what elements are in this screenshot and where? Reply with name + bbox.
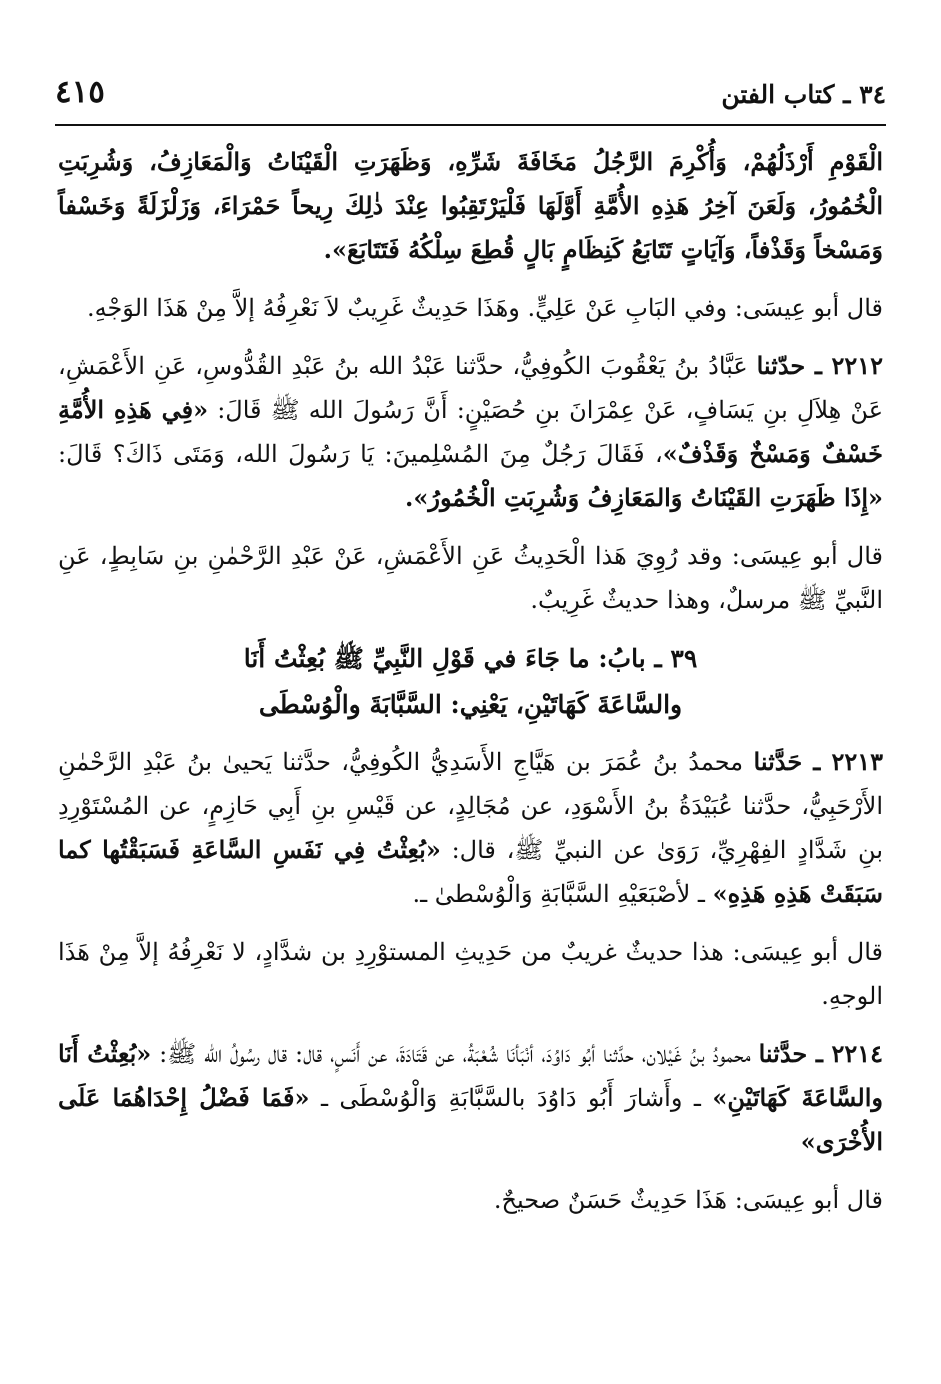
paragraph-2: قال أبو عِيسَى: وفي البَابِ عَنْ عَلِيٍّ. وهَذَا حَدِيثٌ غَرِيبٌ لاَ نَعْرِفُهُ إلاَّ مِنْ هَذَا الوَجْهِ. xyxy=(86,294,883,322)
hadith-2214-middle: ـ وأَشارَ أَبُو دَاوُدَ بالسَّبَّابَةِ وَالْوُسْطَى ـ xyxy=(309,1084,713,1112)
hadith-2214-chain: محمودُ بنُ غَيْلان، حدَّثنا أبُو دَاوُدَ، أنْبَأنَا شُعْبَةُ، عن قَتَادَةَ، عن أَنَسٍ، قال: قال رسُولُ الله ﷺ: xyxy=(151,1040,759,1068)
hadith-2214-quote-2: «فَمَا فَضْلُ إِحْدَاهُمَا عَلَى الأُخْرَى» xyxy=(58,1083,883,1156)
chapter-heading-line-1: ٣٩ ـ بابُ: ما جَاءَ في قَوْلِ النَّبِيِّ ﷺ بُعِثْتُ أَنَا xyxy=(243,644,698,673)
page-body xyxy=(58,140,883,1384)
hadith-2214-number: ٢٢١٤ ـ حدَّثنا xyxy=(758,1039,883,1068)
paragraph-4: قال أبو عِيسَى: وقد رُوِيَ هَذا الْحَدِيثُ عَنِ الأَعْمَشِ، عَنْ عَبْدِ الرَّحْمٰنِ بنِ سَابِطٍ، عَنِ النَّبيِّ ﷺ مرسلٌ، وهذا حديثٌ غَرِيبٌ. xyxy=(58,542,883,614)
hadith-2212-chain: عَبَّادُ بنُ يَعْقُوبَ الكُوفِيُّ، حدَّثنا عَبْدُ الله بنُ عَبْدِ القُدُّوسِ، عَنِ الأَعْمَشِ، عَنْ هِلاَلِ بنِ يَسَافٍ، عَنْ عِمْرَانَ بنِ حُصَيْنٍ: أَنَّ رَسُولَ الله ﷺ قَالَ: xyxy=(58,352,884,424)
hadith-2213-end: ـ لأصْبَعَيْهِ السَّبَّابَةِ وَالْوُسْطىٰ ـ. xyxy=(412,880,713,908)
hadith-2214-quote-1: «بُعِثْتُ أَنَا والسَّاعَةَ كَهَاتَيْنِ» xyxy=(58,1039,884,1112)
hadith-2212-quote-1: «فِي هَذِهِ الأُمَّةِ خَسْفٌ وَمَسْخٌ وَقَذْفٌ» xyxy=(58,395,883,468)
chapter-heading xyxy=(58,636,883,728)
hadith-2213-quote: «بُعِثْتُ فِي نَفَسِ السَّاعَةِ فَسَبَقْتُها كما سَبَقَتْ هَذِهِ هَذِهِ» xyxy=(58,835,883,908)
page-header xyxy=(55,68,886,116)
hadith-2213-number: ٢٢١٣ ـ حَدَّثنا xyxy=(753,747,883,776)
hadith-2212 xyxy=(58,344,883,520)
hadith-2214 xyxy=(58,1032,883,1164)
hadith-2212-middle: ، فَقَالَ رَجُلٌ مِنَ المُسْلِمينَ: يَا رَسُولَ الله، وَمَتَى ذَاكَ؟ قَالَ: xyxy=(58,440,663,468)
header-rule xyxy=(55,124,886,126)
chapter-heading-line-2: والسَّاعَةَ كَهَاتَيْنِ، يَعْنِي: السَّبَّابَةَ والْوُسْطَى xyxy=(258,690,683,719)
hadith-2213 xyxy=(58,740,883,916)
hadith-2212-number: ٢٢١٢ ـ حدّثنا xyxy=(756,351,883,380)
hadith-2212-quote-2: «إِذَا ظَهَرَتِ القَيْنَاتُ وَالمَعَازِفُ وَشُرِبَتِ الْخُمُورُ». xyxy=(405,483,883,512)
page-number: ٤١٥ xyxy=(55,74,105,110)
chapter-title: ٣٤ ـ كتاب الفتن xyxy=(721,80,886,109)
hadith-2213-chain: محمدُ بنُ عُمَرَ بن هَيَّاجِ الأَسَدِيُّ الكُوفِيُّ، حدَّثنا يَحيىٰ بنُ عَبْدِ الرَّحْمٰنِ الأَرْحَبِيُّ، حدَّثنا عُبَيْدَةُ بنُ الأَسْوَدِ، عن مُجَالِدٍ، عن قَيْسِ بنِ أَبِي حَازِمٍ، عن المُسْتَوْرِدِ بنِ شَدَّادٍ الفِهْرِيِّ، رَوَىٰ عن النبيِّ ﷺ، قال: xyxy=(58,748,884,864)
paragraph-8: قال أبو عِيسَى: هَذَا حَدِيثٌ حَسَنٌ صحيحٌ. xyxy=(493,1186,883,1214)
paragraph-6: قال أبو عِيسَى: هذا حديثٌ غريبٌ من حَدِيثِ المستوْرِدِ بن شدَّادٍ، لا نَعْرِفُهُ إلاَّ مِنْ هَذَا الوجهِ. xyxy=(58,938,883,1010)
paragraph-1: الْقَوْمِ أَرْذَلُهُمْ، وَأُكْرِمَ الرَّجُلُ مَخَافَةَ شَرِّهِ، وَظَهَرَتِ الْقَيْنَاتُ وَالْمَعَازِفُ، وَشُرِبَتِ الْخُمُورُ، وَلَعَنَ آخِرُ هَذِهِ الأُمَّةِ أَوَّلَهَا فَلْيَرْتَقِبُوا عِنْدَ ذٰلِكَ رِيحاً حَمْرَاءَ، وَزَلْزَلَةً وَخَسْفاً وَمَسْخاً وَقَذْفاً، وَآيَاتٍ تَتَابَعُ كَنِظَامٍ بَالٍ قُطِعَ سِلْكُهُ فَتَتَابَعَ». xyxy=(58,147,883,264)
